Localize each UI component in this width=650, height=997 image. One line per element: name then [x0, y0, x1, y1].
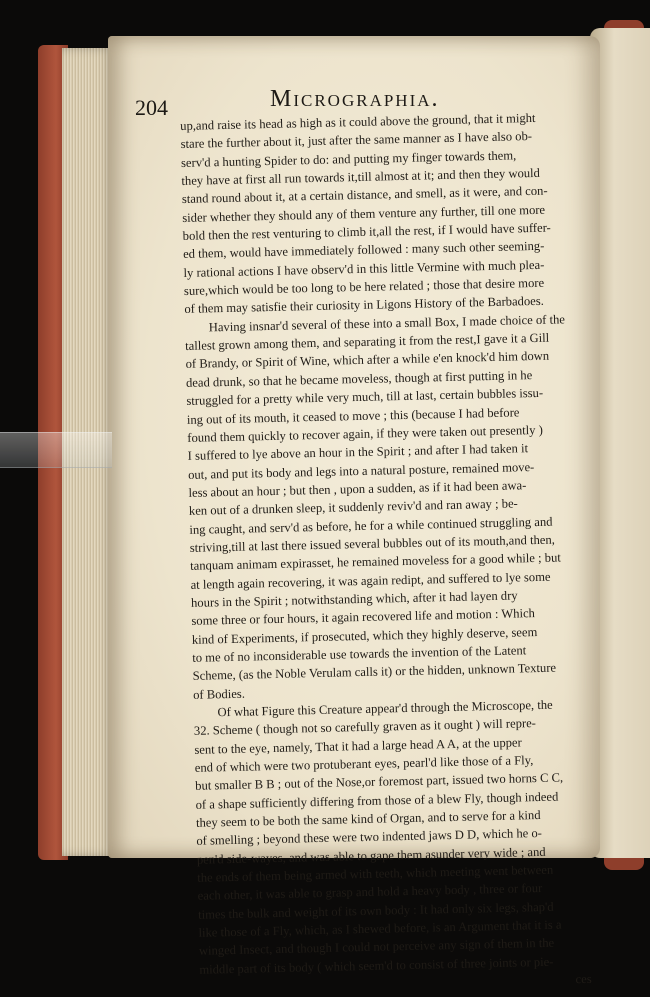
text-line: they seem to be both the same kind of Organ, and to serve for a kind [195, 808, 541, 830]
text-line: middle part of its body ( which seem'd to consist of three joints or pie- [199, 954, 554, 977]
text-line: of them may satisfie their curiosity in Ligons History of the Barbadoes. [184, 294, 544, 317]
text-line: pen'd side-wayes, and was able to gape them asunder very wide ; and [196, 844, 546, 867]
page-number: 204 [135, 95, 168, 120]
text-line: striving,till at last there issued several bubbles out of its mouth,and then, [189, 532, 556, 555]
text-line: ken out of a drunken sleep, it suddenly reviv'd and ran away ; be- [188, 496, 518, 519]
text-line: ed them, would have immediately followed : many such other seeming- [182, 239, 545, 262]
text-line: end of which were two protuberant eyes, pearl'd like those of a Fly, [194, 753, 534, 775]
text-line: winged Insect, and though I could not perceive any sign of them in the [198, 936, 555, 959]
text-line: of Brandy, or Spirit of Wine, which after a while e'en knock'd him down [185, 349, 550, 372]
text-line: kind of Experiments, if prosecuted, which they highly deserve, seem [191, 624, 538, 647]
text-line: Scheme, (as the Noble Verulam calls it) or the hidden, unknown Texture [192, 660, 557, 684]
text-line: hours in the Spirit ; notwithstanding which, after it had layen dry [190, 588, 518, 610]
text-line: sider whether they should any of them venture any further, till one more [182, 202, 546, 225]
text-line: sure,which would be too long to be here related ; those that desire more [183, 275, 545, 299]
text-line: stare the further about it, just after the same manner as I have also ob- [180, 129, 533, 152]
text-line: serv'd a hunting Spider to do: and putting my finger towards them, [180, 148, 517, 170]
text-line: ing out of its mouth, it ceased to move ; this (because I had before [186, 404, 520, 427]
text-line: less about an hour ; but then , upon a sudden, as if it had been awa- [188, 478, 527, 500]
text-line: of Bodies. [192, 686, 246, 702]
text-line: some three or four hours, it again recovered life and motion : Which [191, 606, 536, 629]
text-line: ing caught, and serv'd as before, he for a while continued struggling and [189, 514, 553, 537]
text-line: tallest grown among them, and separating it from the rest,I gave it a Gill [185, 330, 550, 354]
text-line: the ends of them being armed with teeth, which meeting went between [197, 862, 554, 885]
body-text [180, 108, 592, 997]
text-line: each other, it was able to grasp and hold a heavy body , three or four [197, 881, 543, 904]
text-line: but smaller B B ; out of the Nose,or foremost part, issued two horns C C, [195, 770, 564, 794]
text-line: of a shape sufficiently differing from those of a blew Fly, though indeed [195, 789, 559, 812]
text-line: bold then the rest venturing to climb it,all the rest, if I would have suffer- [182, 220, 551, 244]
running-head: Micrographia. [270, 86, 440, 112]
text-line: I suffered to lye above an hour in the Spirit ; and after I had taken it [187, 441, 529, 464]
bookmark-tab [0, 432, 112, 468]
text-line: stand round about it, at a certain distance, and smell, as it were, and con- [181, 184, 548, 207]
catchword: ces [575, 972, 592, 987]
text-line: out, and put its body and legs into a natural posture, remained move- [187, 459, 535, 482]
text-line: up,and raise its head as high as it could above the ground, that it might [180, 110, 536, 133]
text-line: they have at first all run towards it,till almost at it; and then they would [181, 165, 541, 189]
text-line: sent to the eye, namely, That it had a large head A A, at the upper [194, 735, 522, 757]
text-line: of smelling ; beyond these were two indented jaws D D, which he o- [196, 826, 543, 849]
text-line: Having insnar'd several of these into a small Box, I made choice of the [208, 312, 566, 335]
text-line: times the bulk and weight of its own body : It had only six legs, shap'd [197, 899, 554, 922]
text-line: ly rational actions I have observ'd in this little Vermine with much plea- [183, 257, 545, 280]
text-line: like those of a Fly, which, as I shewed before, is an Argument that it is a [198, 917, 562, 940]
text-line: at length again recovering, it was again redipt, and suffered to lye some [190, 569, 551, 592]
text-line: to me of no inconsiderable use towards the invention of the Latent [192, 643, 527, 665]
text-line: found them quickly to recover again, if they were taken out presently ) [187, 422, 544, 445]
text-line: dead drunk, so that he became moveless, though at first putting in he [185, 367, 533, 390]
text-line: tanquam animam expirasset, he remained moveless for a good while ; but [190, 550, 561, 574]
text-line: 32. Scheme ( though not so carefully graven as it ought ) will repre- [193, 716, 537, 739]
text-line: Of what Figure this Creature appear'd through the Microscope, the [217, 697, 553, 720]
text-line: struggled for a pretty while very much, till at last, certain bubbles issu- [186, 385, 544, 409]
